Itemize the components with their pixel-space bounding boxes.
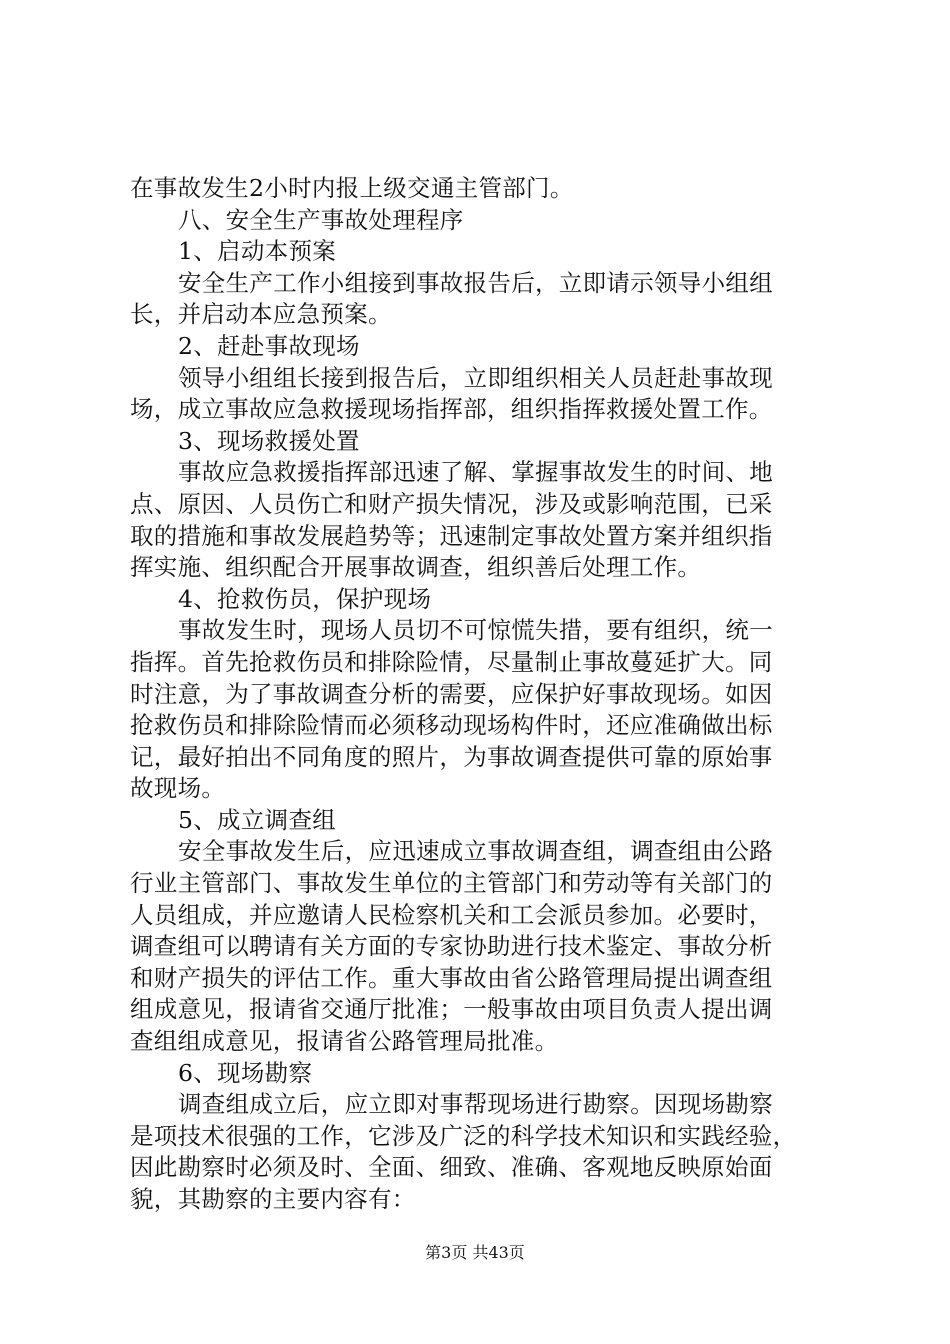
- document-body: [130, 173, 830, 1216]
- text-line: 抢救伤员和排除险情而必须移动现场构件时，还应准确做出标: [130, 711, 773, 740]
- text-line: 点、原因、人员伤亡和财产损失情况，涉及或影响范围，已采: [130, 489, 773, 518]
- subsection-heading: 2、赶赴事故现场: [178, 331, 360, 360]
- text-line: 记，最好拍出不同角度的照片，为事故调查提供可靠的原始事: [130, 742, 773, 771]
- text-line: 貌，其勘察的主要内容有：: [130, 1185, 416, 1213]
- subsection-heading: 3、现场救援处置: [178, 426, 360, 455]
- text-line: 事故发生时，现场人员切不可惊慌失措，要有组织，统一: [178, 616, 773, 645]
- text-line: 故现场。: [130, 774, 226, 803]
- text-line: 取的措施和事故发展趋势等；迅速制定事故处置方案并组织指: [130, 521, 773, 550]
- subsection-heading: 1、启动本预案: [178, 237, 337, 266]
- text-line: 调查组成立后，应立即对事帮现场进行勘察。因现场勘察: [178, 1090, 773, 1119]
- subsection-heading: 6、现场勘察: [178, 1058, 313, 1087]
- text-line: 行业主管部门、事故发生单位的主管部门和劳动等有关部门的: [130, 869, 773, 898]
- section-heading: 八、安全生产事故处理程序: [178, 205, 464, 234]
- text-line: 指挥。首先抢救伤员和排除险情，尽量制止事故蔓延扩大。同: [130, 647, 773, 676]
- subsection-heading: 4、抢救伤员，保护现场: [178, 584, 432, 613]
- text-line: 安全事故发生后，应迅速成立事故调查组，调查组由公路: [178, 837, 773, 866]
- text-line: 安全生产工作小组接到事故报告后，立即请示领导小组组: [178, 268, 773, 297]
- text-line: 长，并启动本应急预案。: [130, 300, 392, 329]
- text-line: 领导小组组长接到报告后，立即组织相关人员赶赴事故现: [178, 363, 773, 392]
- text-line: 挥实施、组织配合开展事故调查，组织善后处理工作。: [130, 553, 702, 582]
- page-number-footer: 第3页 共43页: [425, 1243, 525, 1262]
- text-line: 组成意见，报请省交通厅批准；一般事故由项目负责人提出调: [130, 995, 773, 1024]
- subsection-heading: 5、成立调查组: [178, 805, 337, 834]
- text-line: 在事故发生2小时内报上级交通主管部门。: [130, 174, 574, 202]
- text-line: 查组组成意见，报请省公路管理局批准。: [130, 1027, 559, 1056]
- text-line: 人员组成，并应邀请人民检察机关和工会派员参加。必要时，: [130, 900, 773, 929]
- text-line: 因此勘察时必须及时、全面、细致、准确、客观地反映原始面: [130, 1153, 773, 1182]
- text-line: 场，成立事故应急救援现场指挥部，组织指挥救援处置工作。: [130, 395, 773, 424]
- text-line: 是项技术很强的工作，它涉及广泛的科学技术知识和实践经验，: [130, 1121, 797, 1150]
- text-line: 调查组可以聘请有关方面的专家协助进行技术鉴定、事故分析: [130, 932, 773, 961]
- text-line: 和财产损失的评估工作。重大事故由省公路管理局提出调查组: [130, 963, 773, 992]
- text-line: 时注意，为了事故调查分析的需要，应保护好事故现场。如因: [130, 679, 773, 708]
- text-line: 事故应急救援指挥部迅速了解、掌握事故发生的时间、地: [178, 458, 773, 487]
